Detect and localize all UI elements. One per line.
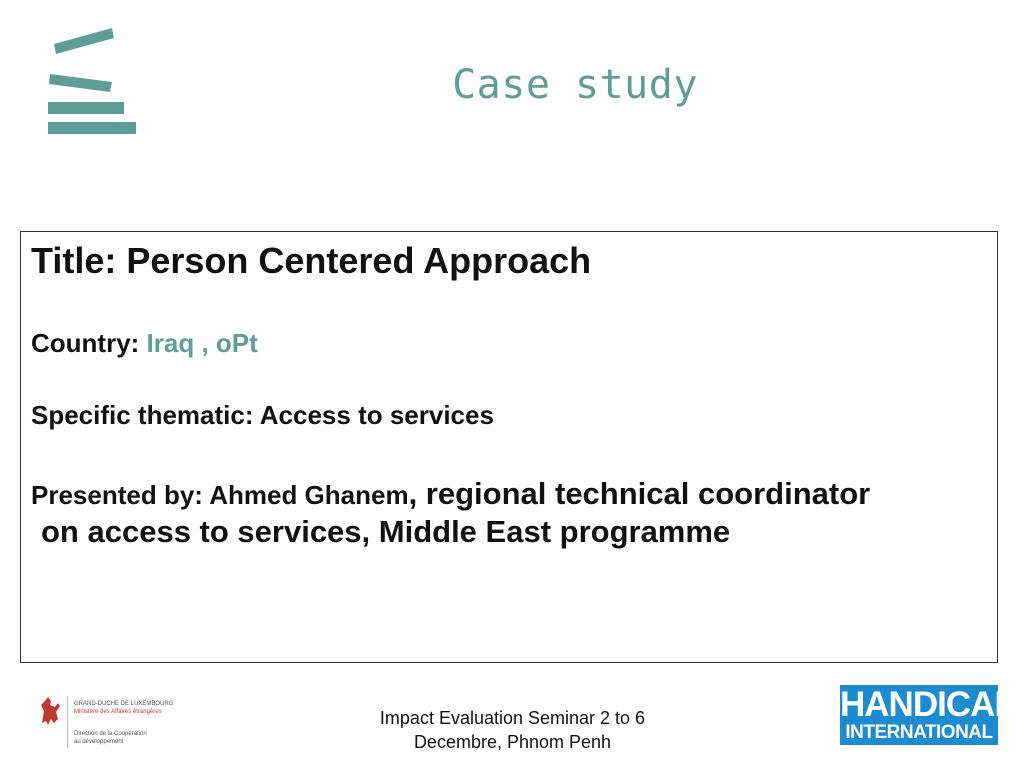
thematic-line: Specific thematic: Access to services xyxy=(31,400,494,430)
slide-title: Case study xyxy=(452,62,698,108)
lux-line2: Ministère des Affaires étrangères xyxy=(74,709,162,715)
footer-text xyxy=(350,706,675,754)
country-label: Country: xyxy=(31,328,147,358)
country-value: Iraq , oPt xyxy=(146,328,258,358)
country-line xyxy=(31,328,258,359)
luxembourg-logo-text xyxy=(74,700,173,746)
footer-line2: Decembre, Phnom Penh xyxy=(413,732,612,752)
hi-logo-line2: INTERNATIONAL xyxy=(845,722,993,743)
presenter-line xyxy=(31,476,870,512)
luxembourg-divider xyxy=(67,696,68,748)
handicap-international-logo xyxy=(840,685,1017,745)
luxembourg-lion-icon xyxy=(36,693,66,733)
books-logo-icon xyxy=(44,24,140,140)
content-box xyxy=(20,231,998,663)
lux-line4: au développement xyxy=(74,739,124,745)
lux-line3: Direction de la Coopération xyxy=(74,731,147,737)
footer-line1: Impact Evaluation Seminar 2 to 6 xyxy=(379,708,646,728)
presenter-label: Presented by: Ahmed Ghanem xyxy=(31,480,409,510)
presenter-role-continued: on access to services, Middle East programme xyxy=(41,514,731,549)
presenter-role: , regional technical coordinator xyxy=(408,476,871,511)
lux-line1: GRAND-DUCHÉ DE LUXEMBOURG xyxy=(74,701,174,707)
hi-logo-line1: HANDICAP xyxy=(840,685,1017,724)
case-title: Title: Person Centered Approach xyxy=(31,240,592,281)
